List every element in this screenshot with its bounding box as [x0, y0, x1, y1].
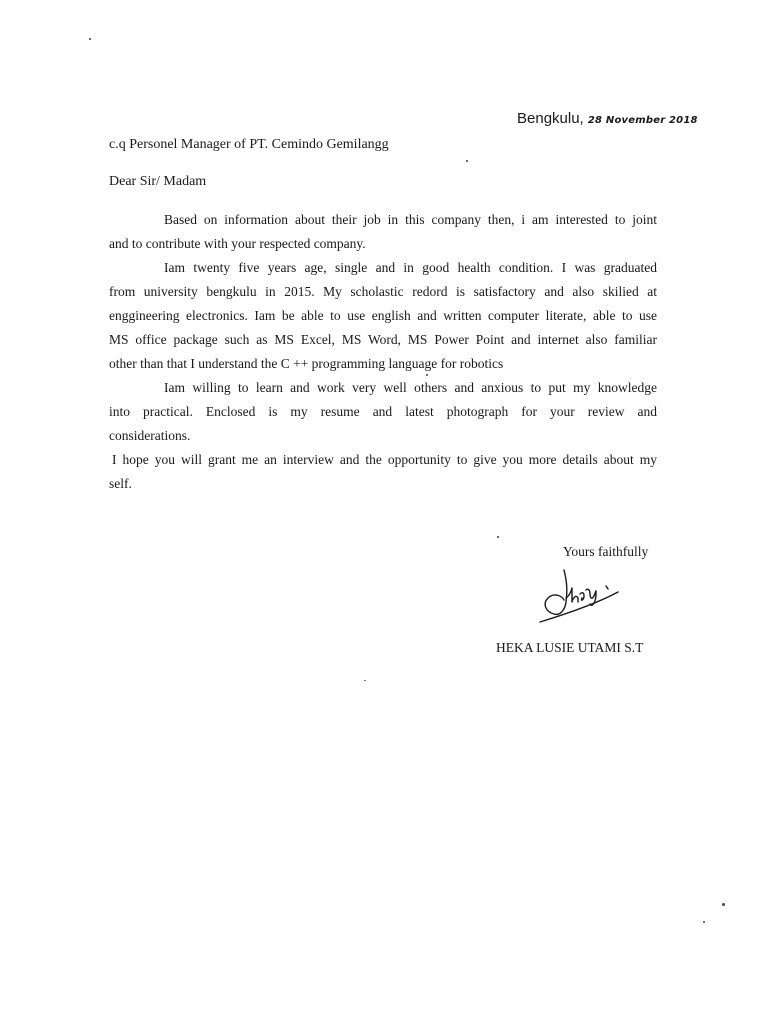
scan-speck	[364, 680, 366, 681]
scan-speck	[466, 160, 468, 162]
closing-phrase: Yours faithfully	[563, 544, 649, 559]
recipient-line: c.q Personel Manager of PT. Cemindo Gemilangg	[109, 137, 389, 152]
body-line: Based on information about their job in this company then, i am interested to joint	[164, 212, 657, 227]
scan-speck	[426, 374, 428, 376]
body-line: considerations.	[109, 428, 191, 443]
scan-speck	[703, 921, 705, 923]
scan-speck	[497, 536, 499, 538]
scan-speck	[722, 903, 725, 906]
letter-date	[517, 110, 698, 127]
body-line: from university bengkulu in 2015. My scholastic redord is satisfactory and also skilied at	[109, 284, 657, 299]
body-line: MS office package such as MS Excel, MS Word, MS Power Point and internet also familiar	[109, 332, 657, 347]
salutation: Dear Sir/ Madam	[109, 174, 207, 189]
body-line: and to contribute with your respected company.	[109, 236, 366, 251]
signer-name: HEKA LUSIE UTAMI S.T	[496, 640, 644, 655]
date-place: Bengkulu,	[517, 110, 588, 127]
body-line: Iam twenty five years age, single and in good health condition. I was graduated	[164, 260, 657, 275]
body-line: other than that I understand the C ++ programming language for robotics	[109, 356, 504, 371]
body-line: into practical. Enclosed is my resume and latest photograph for your review and	[109, 404, 657, 419]
date-handwritten: 28 November 2018	[587, 115, 698, 126]
scan-speck	[89, 38, 91, 40]
handwritten-signature	[536, 568, 626, 624]
body-line: I hope you will grant me an interview and the opportunity to give you more details about my	[112, 452, 657, 467]
body-line: enggineering electronics. Iam be able to use english and written computer literate, able to use	[109, 308, 657, 323]
body-line: self.	[109, 476, 132, 491]
body-line: Iam willing to learn and work very well others and anxious to put my knowledge	[164, 380, 657, 395]
